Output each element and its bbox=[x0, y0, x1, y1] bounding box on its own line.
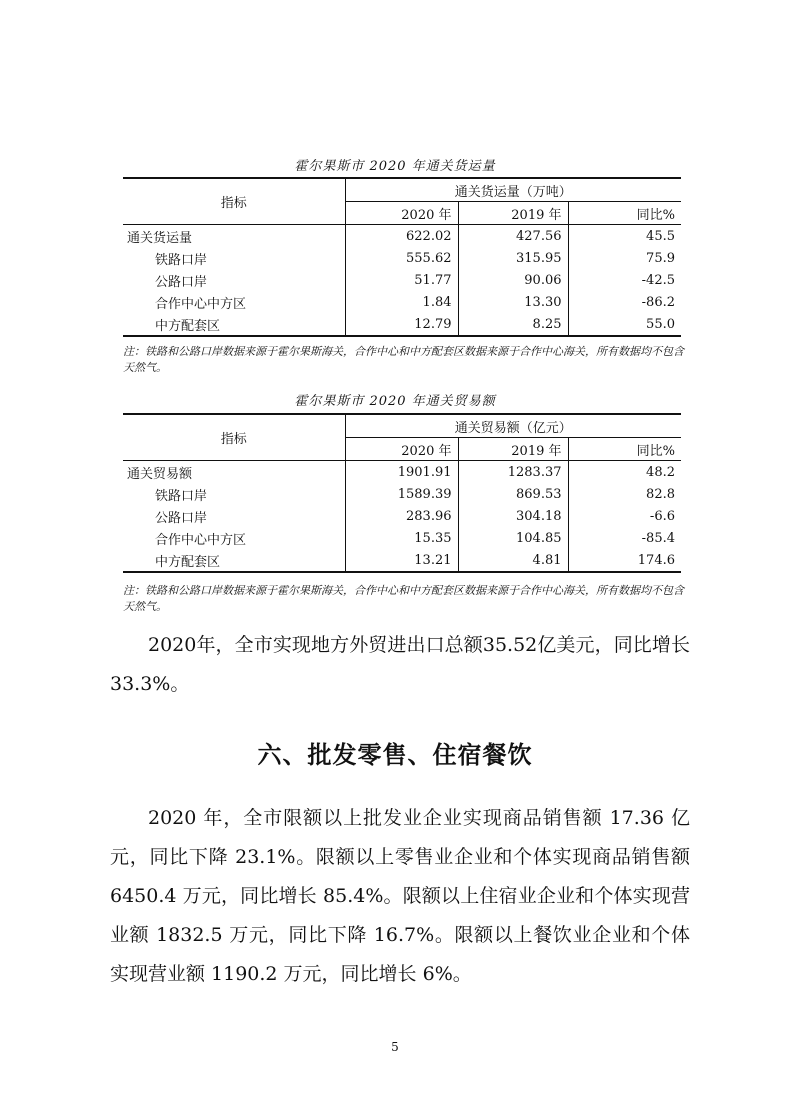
cell-2020: 1589.39 bbox=[345, 483, 458, 505]
table1-col-2020: 2020 年 bbox=[345, 202, 458, 225]
table-row bbox=[123, 505, 681, 527]
table2-col-2020: 2020 年 bbox=[345, 438, 458, 461]
cell-2019: 315.95 bbox=[458, 247, 568, 269]
table2-col-yoy: 同比% bbox=[568, 438, 681, 461]
cell-2019: 104.85 bbox=[458, 527, 568, 549]
table-row bbox=[123, 527, 681, 549]
freight-volume-table bbox=[123, 177, 681, 337]
cell-2020: 1.84 bbox=[345, 291, 458, 313]
cell-2020: 283.96 bbox=[345, 505, 458, 527]
cell-yoy: -85.4 bbox=[568, 527, 681, 549]
table1-col-2019: 2019 年 bbox=[458, 202, 568, 225]
row-label: 铁路口岸 bbox=[155, 488, 208, 504]
row-label: 公路口岸 bbox=[155, 274, 208, 290]
cell-yoy: 174.6 bbox=[568, 549, 681, 572]
cell-yoy: 48.2 bbox=[568, 461, 681, 484]
row-label: 中方配套区 bbox=[123, 549, 345, 572]
cell-2019: 90.06 bbox=[458, 269, 568, 291]
trade-value-table bbox=[123, 413, 681, 573]
cell-yoy: 55.0 bbox=[568, 313, 681, 336]
cell-2020: 622.02 bbox=[345, 225, 458, 248]
row-label: 铁路口岸 bbox=[155, 252, 208, 268]
cell-2019: 869.53 bbox=[458, 483, 568, 505]
row-label: 合作中心中方区 bbox=[155, 296, 247, 312]
row-label: 合作中心中方区 bbox=[155, 532, 247, 548]
table-row bbox=[123, 483, 681, 505]
cell-2020: 13.21 bbox=[345, 549, 458, 572]
table-row bbox=[123, 225, 681, 248]
cell-yoy: 75.9 bbox=[568, 247, 681, 269]
table1-label-header: 指标 bbox=[123, 178, 345, 225]
table2-note: 注：铁路和公路口岸数据来源于霍尔果斯海关，合作中心和中方配套区数据来源于合作中心海关，所有数据均不包含天然气。 bbox=[123, 584, 684, 613]
table-row bbox=[123, 313, 681, 336]
table2-label-header: 指标 bbox=[123, 414, 345, 461]
table1-title: 霍尔果斯市 2020 年通关货运量 bbox=[294, 159, 496, 174]
row-label: 通关贸易额 bbox=[127, 466, 193, 482]
table-row bbox=[123, 291, 681, 313]
table1-note: 注：铁路和公路口岸数据来源于霍尔果斯海关，合作中心和中方配套区数据来源于合作中心海关，所有数据均不包含天然气。 bbox=[123, 345, 684, 374]
retail-paragraph: 2020 年，全市限额以上批发业企业实现商品销售额 17.36 亿元，同比下降 23.1%。限额以上零售业企业和个体实现商品销售额 6450.4 万元，同比增长 85.4%。限额以上住宿业企业和个体实现营业额 1832.5 万元，同比下降 16.7%。限额以上餐饮业企业和个体实现营业额 1190.2 万元，同比增长 6%。 bbox=[110, 807, 690, 985]
cell-2019: 4.81 bbox=[458, 549, 568, 572]
cell-yoy: 82.8 bbox=[568, 483, 681, 505]
row-label: 中方配套区 bbox=[123, 313, 345, 336]
table1-group-header: 通关货运量（万吨） bbox=[345, 178, 681, 202]
row-label: 通关货运量 bbox=[127, 230, 193, 246]
cell-2019: 13.30 bbox=[458, 291, 568, 313]
cell-yoy: -6.6 bbox=[568, 505, 681, 527]
table-row bbox=[123, 461, 681, 484]
table2-col-2019: 2019 年 bbox=[458, 438, 568, 461]
table-row bbox=[123, 269, 681, 291]
cell-yoy: -42.5 bbox=[568, 269, 681, 291]
table1-col-yoy: 同比% bbox=[568, 202, 681, 225]
trade-paragraph: 2020年，全市实现地方外贸进出口总额35.52亿美元，同比增长33.3%。 bbox=[110, 634, 690, 695]
cell-2019: 8.25 bbox=[458, 313, 568, 336]
cell-2019: 1283.37 bbox=[458, 461, 568, 484]
table-row bbox=[123, 247, 681, 269]
table2-group-header: 通关贸易额（亿元） bbox=[345, 414, 681, 438]
cell-2019: 427.56 bbox=[458, 225, 568, 248]
cell-yoy: -86.2 bbox=[568, 291, 681, 313]
cell-2020: 51.77 bbox=[345, 269, 458, 291]
table-row bbox=[123, 549, 681, 572]
page-number: 5 bbox=[391, 1040, 399, 1054]
cell-2020: 1901.91 bbox=[345, 461, 458, 484]
table2-title: 霍尔果斯市 2020 年通关贸易额 bbox=[294, 394, 496, 409]
cell-yoy: 45.5 bbox=[568, 225, 681, 248]
cell-2019: 304.18 bbox=[458, 505, 568, 527]
cell-2020: 15.35 bbox=[345, 527, 458, 549]
section-heading: 六、批发零售、住宿餐饮 bbox=[257, 741, 533, 769]
cell-2020: 12.79 bbox=[345, 313, 458, 336]
row-label: 公路口岸 bbox=[155, 510, 208, 526]
cell-2020: 555.62 bbox=[345, 247, 458, 269]
